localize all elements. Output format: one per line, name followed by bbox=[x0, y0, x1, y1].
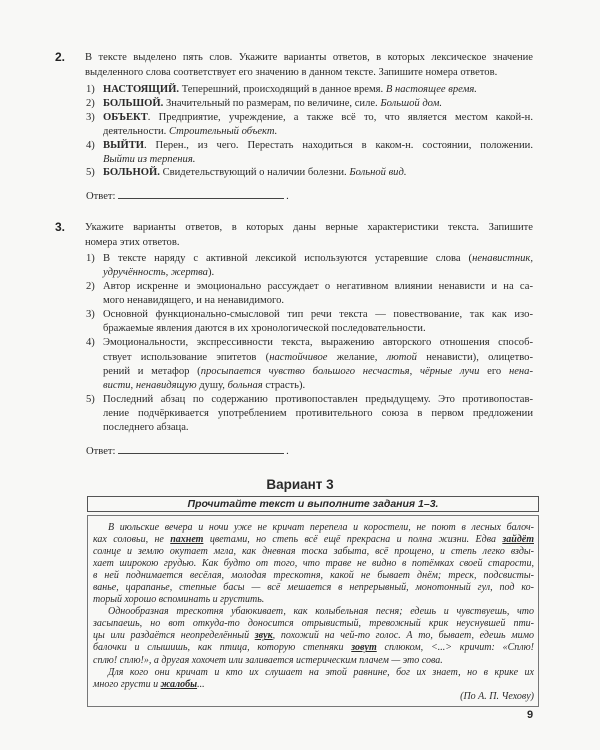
text-run: бражаемые явления даются в их хронологической последовательности. bbox=[103, 323, 426, 335]
italic-example: Строительный объект. bbox=[168, 125, 278, 137]
text-run: В тексте наряду с активной лексикой используются устаревшие слова ( bbox=[103, 253, 473, 264]
text-line bbox=[103, 294, 533, 308]
italic-example: Выйти из терпения. bbox=[103, 153, 196, 165]
text-line bbox=[103, 421, 533, 435]
text-run: балочки и слышишь, как птица, которую степняки bbox=[93, 642, 352, 654]
text-run: Основной функционально-смысловой тип речи текста — повествование, так как изо- bbox=[103, 309, 533, 321]
text-line bbox=[93, 594, 534, 606]
answer-end: . bbox=[286, 446, 289, 457]
bold-term: НАСТОЯЩИЙ. bbox=[103, 84, 180, 95]
text-run: много грусти и bbox=[93, 678, 161, 690]
text-run: ках соловьи, не bbox=[93, 534, 171, 546]
bold-term: ОБЪЕКТ bbox=[103, 111, 148, 123]
answer-option bbox=[86, 252, 533, 280]
text-run: последнего абзаца. bbox=[103, 421, 189, 433]
text-run: номера этих ответов. bbox=[85, 237, 180, 248]
text-line bbox=[93, 582, 534, 594]
text-line bbox=[103, 83, 533, 97]
option-number: 5) bbox=[86, 393, 95, 405]
text-line bbox=[93, 546, 534, 558]
option-number: 1) bbox=[86, 253, 95, 264]
italic-example: висти bbox=[103, 379, 131, 391]
text-run: Укажите варианты ответов, в которых даны верные характеристики текста. Запишите bbox=[85, 222, 533, 233]
text-run: Однообразная трескотня убаюкивает, как колыбельная песня; едешь и чувствуешь, что bbox=[108, 606, 534, 618]
italic-example: В настоящее время. bbox=[385, 84, 477, 95]
question-number: 2. bbox=[55, 50, 66, 64]
italic-example: ненавистник, bbox=[472, 253, 533, 264]
bold-term: ВЫЙТИ bbox=[103, 139, 145, 151]
text-line bbox=[103, 365, 533, 379]
text-line bbox=[93, 655, 534, 667]
text-line bbox=[103, 111, 533, 125]
text-run: его bbox=[479, 365, 509, 377]
text-line bbox=[93, 679, 534, 691]
option-number: 4) bbox=[86, 139, 95, 151]
text-run: ). bbox=[207, 267, 215, 279]
text-line bbox=[103, 308, 533, 322]
italic-example: просыпается чувство большого несчастья bbox=[200, 365, 410, 377]
bold-term: БОЛЬШОЙ. bbox=[103, 97, 164, 109]
highlighted-word: звук bbox=[254, 630, 273, 642]
text-run: Автор искренне и эмоционально рассуждает о негативном влиянии ненависти и на са- bbox=[103, 281, 533, 293]
text-line bbox=[103, 322, 533, 336]
reading-passage bbox=[87, 515, 539, 707]
highlighted-word: пахнет bbox=[170, 534, 204, 546]
text-run: Для кого они кричат и кто их слушает на этой равнине, бог их знает, но в крике их bbox=[108, 666, 534, 678]
text-run: , bbox=[409, 365, 420, 377]
italic-example: удручённость, жертва bbox=[103, 267, 208, 279]
text-run: В июльские вечера и ночи уже не кричат перепела и коростели, не поют в лесных балоч- bbox=[108, 522, 534, 533]
text-line bbox=[85, 235, 533, 250]
option-number: 1) bbox=[86, 84, 95, 95]
answer-option bbox=[86, 280, 533, 308]
highlighted-word: зайдёт bbox=[502, 534, 534, 546]
text-line bbox=[103, 393, 533, 407]
italic-example: настойчивое bbox=[269, 351, 328, 363]
question-3-text bbox=[85, 220, 533, 250]
text-run: . Перен., из чего. Перестать находиться в каком-н. состоянии, положении. bbox=[144, 139, 533, 151]
answer-label: Ответ: bbox=[86, 446, 116, 457]
text-run: , bbox=[130, 379, 136, 391]
passage-attribution: (По А. П. Чехову) bbox=[460, 690, 534, 702]
text-run: Эмоциональности, экспрессивности текста, выражению авторского отношения способ- bbox=[103, 337, 533, 349]
question-2-text bbox=[85, 50, 533, 80]
text-run: засыпаешь, но вот откуда-то доносится отрывистый, тревожный крик неуснувшей пти- bbox=[93, 618, 534, 630]
text-run: солнце и землю окутает мгла, как дневная тоска забыта, всё прощено, и степь легко взды- bbox=[93, 546, 534, 558]
italic-example: лютой bbox=[386, 351, 417, 363]
text-run: сплю! сплю!», а другая хохочет или заливается истерическим плачем — это сова. bbox=[93, 654, 443, 666]
text-run: страсть). bbox=[262, 379, 306, 391]
text-line bbox=[103, 266, 533, 280]
text-run: торый хорошо вспоминать и грустить. bbox=[93, 594, 265, 606]
text-line bbox=[93, 606, 534, 618]
text-line bbox=[103, 153, 533, 167]
text-line bbox=[103, 166, 533, 180]
text-run: ванье, царапанье, степные басы — всё мешается в непрерывный, монотонный гул, под ко- bbox=[93, 582, 534, 594]
option-number: 2) bbox=[86, 97, 95, 109]
italic-example: чёрные лучи bbox=[419, 365, 480, 377]
option-number: 3) bbox=[86, 111, 95, 123]
answer-end: . bbox=[286, 191, 289, 202]
option-number: 5) bbox=[86, 167, 95, 179]
text-line bbox=[93, 642, 534, 654]
bold-term: БОЛЬНОЙ. bbox=[103, 167, 160, 179]
text-line bbox=[103, 379, 533, 393]
italic-example: Большой дом. bbox=[380, 97, 442, 109]
text-line bbox=[103, 125, 533, 139]
text-run: выделенного слова соответствует его значению в данном тексте. Запишите номера ответов. bbox=[85, 67, 498, 78]
passage-paragraphs bbox=[93, 522, 534, 691]
option-number: 2) bbox=[86, 281, 95, 293]
text-run: Значительный по размерам, по величине, силе. bbox=[163, 97, 381, 109]
answer-option bbox=[86, 139, 533, 167]
text-run: желание, bbox=[327, 351, 387, 363]
text-line bbox=[103, 280, 533, 294]
text-line bbox=[93, 558, 534, 570]
answer-option bbox=[86, 336, 533, 392]
text-line bbox=[93, 630, 534, 642]
question-number: 3. bbox=[55, 220, 66, 234]
text-run: Последний абзац по содержанию противопоставлен предыдущему. Это противопостав- bbox=[103, 393, 533, 405]
text-line bbox=[93, 667, 534, 679]
text-line bbox=[85, 50, 533, 65]
answer-option bbox=[86, 83, 533, 97]
answer-label: Ответ: bbox=[86, 191, 116, 202]
answer-field-q2[interactable] bbox=[86, 188, 289, 202]
italic-example: Больной вид. bbox=[349, 167, 407, 179]
text-line bbox=[93, 534, 534, 546]
text-run: деятельности. bbox=[103, 125, 169, 137]
text-line bbox=[85, 220, 533, 235]
question-2-options bbox=[86, 83, 533, 180]
italic-example: нена- bbox=[508, 365, 533, 377]
text-run: мого ненавидящего, и на ненавидимого. bbox=[103, 295, 285, 307]
text-run: В тексте выделено пять слов. Укажите варианты ответов, в которых лексическое значение bbox=[85, 52, 533, 63]
answer-option bbox=[86, 166, 533, 180]
instruction-box: Прочитайте текст и выполните задания 1–3. bbox=[87, 496, 539, 512]
variant-title: Вариант 3 bbox=[266, 477, 334, 492]
text-run: Теперешний, происходящий в данное время. bbox=[179, 84, 386, 95]
page-number: 9 bbox=[527, 709, 534, 721]
option-number: 4) bbox=[86, 337, 95, 349]
text-line bbox=[103, 252, 533, 266]
text-run: ненависти), олицетво- bbox=[416, 351, 533, 363]
text-line bbox=[85, 65, 533, 80]
answer-input[interactable] bbox=[118, 188, 284, 199]
text-line bbox=[103, 97, 533, 111]
answer-option bbox=[86, 97, 533, 111]
text-run: хает широкою грудью. Как будто от того, что траве не видно в потёмках своей старости, bbox=[93, 558, 534, 570]
text-run: сплюком, <...> кричит: «Сплю! bbox=[376, 642, 534, 654]
text-run: в ней поднимается весёлая, молодая трескотня, какой не бывает днём; треск, подсвисты- bbox=[93, 570, 534, 582]
text-run: цветами, но степь всё ещё прекрасна и полна жизни. Едва bbox=[203, 534, 503, 546]
highlighted-word: жалобы bbox=[160, 678, 198, 690]
answer-field-q3[interactable] bbox=[86, 443, 289, 457]
text-line bbox=[103, 407, 533, 421]
text-run: Свидетельствующий о наличии болезни. bbox=[159, 167, 350, 179]
text-run: ... bbox=[197, 678, 205, 690]
text-line bbox=[93, 618, 534, 630]
answer-option bbox=[86, 308, 533, 336]
text-line bbox=[93, 522, 534, 534]
text-line bbox=[93, 570, 534, 582]
text-line bbox=[103, 139, 533, 153]
text-run: рений и метафор ( bbox=[103, 365, 201, 377]
answer-option bbox=[86, 393, 533, 435]
text-run: душу, bbox=[196, 379, 228, 391]
italic-example: ненавидящую bbox=[135, 379, 197, 391]
text-line bbox=[103, 336, 533, 350]
text-run: , похожий на чей-то голос. А то, бывает, едешь мимо bbox=[272, 630, 534, 642]
text-run: . Предприятие, учреждение, а также всё то, что является местом какой-н. bbox=[147, 111, 533, 123]
text-run: цы или раздаётся неопределённый bbox=[93, 630, 255, 642]
option-number: 3) bbox=[86, 309, 95, 321]
text-line bbox=[103, 351, 533, 365]
answer-option bbox=[86, 111, 533, 139]
question-3-options bbox=[86, 252, 533, 435]
text-run: ствует использование эпитетов ( bbox=[103, 351, 270, 363]
text-run: ление подчёркивается употреблением противительного союза в первом предложении bbox=[103, 407, 533, 419]
highlighted-word: зовут bbox=[351, 642, 377, 654]
answer-input[interactable] bbox=[118, 443, 284, 454]
italic-example: больная bbox=[227, 379, 263, 391]
